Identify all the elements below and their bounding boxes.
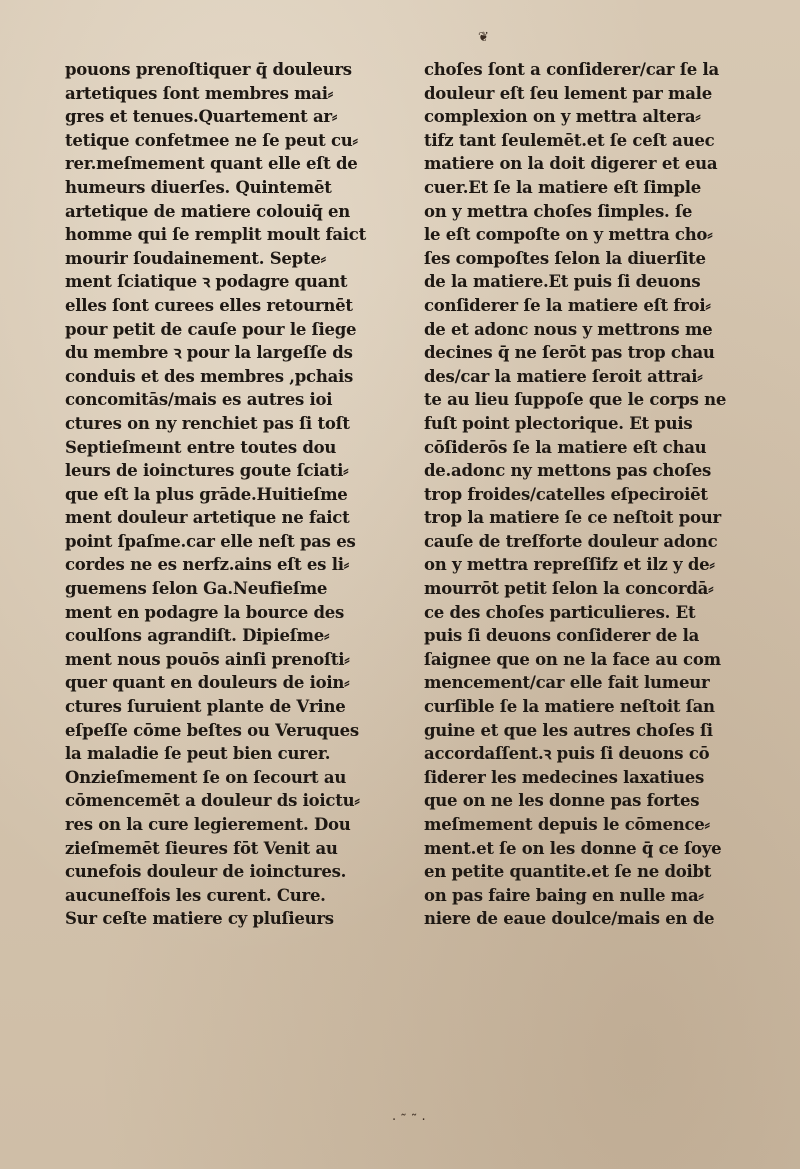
text-line: cōſiderōs ſe la matiere eſt chau <box>424 437 707 457</box>
text-line: ment.et ſe on les donne q̄ ce ſoye <box>424 838 722 858</box>
text-line: en petite quantite.et ſe ne doibt <box>424 862 712 882</box>
ornament-mark: ❦ <box>478 30 489 45</box>
text-line: cuer.Et ſe la matiere eſt ſimple <box>424 177 702 197</box>
text-line: des/car la matiere ſeroit attrai⸗ <box>424 366 703 386</box>
text-line: ſes compoſtes ſelon la diuerſite <box>424 248 706 268</box>
text-line: zieſmemēt ſieures fōt Venit au <box>65 838 338 858</box>
text-line: meſmement depuis le cōmence⸗ <box>424 815 710 834</box>
text-line: guine et que les autres choſes ſi <box>424 720 713 740</box>
text-line: guemens ſelon Ga.Neufieſme <box>65 579 328 599</box>
text-line: homme qui ſe remplit moult faict <box>65 225 366 245</box>
text-line: elles ſont curees elles retournēt <box>65 295 353 315</box>
text-line: leurs de ioinctures goute ſciati⸗ <box>65 461 349 481</box>
text-line: quer quant en douleurs de ioin⸗ <box>65 673 350 693</box>
text-line: Sur ceſte matiere cy pluſieurs <box>65 909 334 929</box>
text-line: humeurs diuerſes. Quintemēt <box>65 177 332 197</box>
text-line: trop la matiere ſe ce neſtoit pour <box>424 508 721 528</box>
text-line: matiere on la doit digerer et eua <box>424 154 718 174</box>
text-line: on pas faire baing en nulle ma⸗ <box>424 885 704 905</box>
text-line: ctures on ny renchiet pas ſi toſt <box>65 413 350 433</box>
text-line: Septieſmeınt entre toutes dou <box>65 437 337 457</box>
text-line: cordes ne es nerfz.ains eſt es li⸗ <box>65 555 349 575</box>
text-line: coulſons agrandiſt. Dipieſme⸗ <box>65 626 330 646</box>
text-line: decines q̄ ne ſerōt pas trop chau <box>424 343 715 363</box>
text-line: niere de eaue doulce/mais en de <box>424 909 715 929</box>
text-line: de la matiere.Et puis ſi deuons <box>424 272 701 292</box>
text-line: ctures ſuruient plante de Vrine <box>65 697 346 717</box>
text-line: conſiderer ſe la matiere eſt froi⸗ <box>424 295 711 315</box>
left-text-column <box>65 58 427 931</box>
text-line: accordaſſent.ꝛ puis ſi deuons cō <box>424 744 710 764</box>
text-line: gres et tenues.Quartement ar⸗ <box>65 107 338 127</box>
text-line: pour petit de cauſe pour le ſiege <box>65 319 357 339</box>
text-line: du membre ꝛ pour la largeſſe ds <box>65 343 353 363</box>
text-line: on y mettra choſes ſimples. ſe <box>424 201 693 221</box>
text-line: mourrōt petit ſelon la concordā⸗ <box>424 579 714 599</box>
text-line: tetique confetmee ne ſe peut cu⸗ <box>65 130 358 150</box>
text-line: le eſt compoſte on y mettra cho⸗ <box>424 225 713 245</box>
text-line: eſpeſſe cōme beſtes ou Veruques <box>65 720 359 740</box>
text-line: tifz tant ſeulemēt.et ſe ceſt auec <box>424 130 715 150</box>
text-line: aucuneſfois les curent. Cure. <box>65 885 326 905</box>
text-line: ment en podagre la bource des <box>65 602 345 622</box>
text-line: Onzieſmement ſe on ſecourt au <box>65 767 347 787</box>
bottom-marks: · ˜ ˜ · <box>392 1113 426 1128</box>
text-line: fuſt point plectorique. Et puis <box>424 413 693 433</box>
text-line: ment nous pouōs ainſi prenoſti⸗ <box>65 649 350 669</box>
text-line: choſes ſont a conſiderer/car ſe la <box>424 60 719 79</box>
text-line: conduis et des membres ,pchais <box>65 366 354 386</box>
text-line: de.adonc ny mettons pas choſes <box>424 461 712 481</box>
text-line: douleur eſt ſeu lement par male <box>424 83 712 103</box>
text-line: te au lieu ſuppoſe que le corps ne <box>424 390 727 410</box>
text-line: mencement/car elle fait lumeur <box>424 673 710 693</box>
text-line: de et adonc nous y mettrons me <box>424 319 713 339</box>
text-line: trop froides/catelles eſpeciroiēt <box>424 484 708 504</box>
text-line: artetiques ſont membres mai⸗ <box>65 83 334 103</box>
text-line: cōmencemēt a douleur ds ioictu⸗ <box>65 791 360 811</box>
text-line: cunefois douleur de ioinctures. <box>65 862 347 882</box>
text-line: on y mettra repreſſifz et ilz y de⸗ <box>424 555 715 575</box>
text-line: la maladie ſe peut bien curer. <box>65 744 331 764</box>
text-line: point ſpaſme.car elle neſt pas es <box>65 531 356 551</box>
text-line: que on ne les donne pas fortes <box>424 791 700 811</box>
text-line: mourir ſoudainement. Septe⸗ <box>65 248 326 268</box>
text-line: concomitās/mais es autres ioi <box>65 390 333 410</box>
text-line: ment douleur artetique ne faict <box>65 508 350 528</box>
text-line: que eſt la plus grāde.Huitieſme <box>65 484 348 504</box>
text-line: ſiderer les medecines laxatiues <box>424 767 705 787</box>
text-line: complexion on y mettra altera⸗ <box>424 107 701 127</box>
text-line: ment ſciatique ꝛ podagre quant <box>65 272 348 292</box>
text-line: cauſe de treſforte douleur adonc <box>424 531 718 551</box>
text-line: pouons prenoſtiquer q̄ douleurs <box>65 60 352 79</box>
text-line: curſible ſe la matiere neſtoit ſan <box>424 697 715 717</box>
right-text-column <box>424 58 786 931</box>
text-line: ſaignee que on ne la face au com <box>424 649 721 669</box>
text-line: ce des choſes particulieres. Et <box>424 602 696 622</box>
text-line: rer.meſmement quant elle eſt de <box>65 154 358 174</box>
text-line: res on la cure legierement. Dou <box>65 815 351 834</box>
text-line: artetique de matiere colouiq̄ en <box>65 201 351 221</box>
text-line: puis ſi deuons conſiderer de la <box>424 626 700 646</box>
